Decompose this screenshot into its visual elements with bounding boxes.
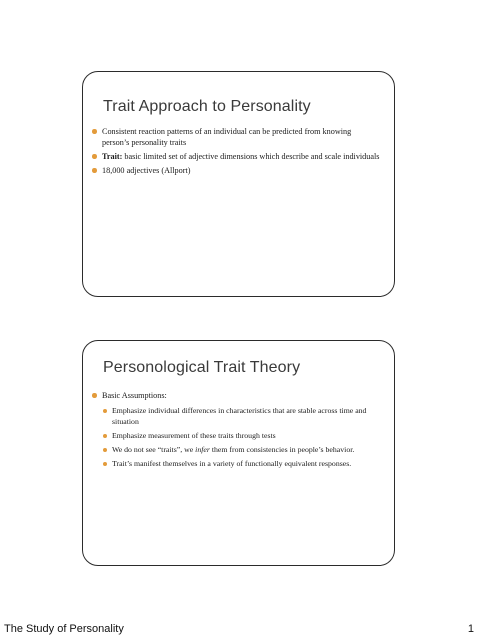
- bullet-item: Consistent reaction patterns of an individual can be predicted from knowing person’s personality traits: [92, 126, 380, 148]
- bullet-item: Trait: basic limited set of adjective dimensions which describe and scale individuals: [92, 151, 380, 162]
- sub-bullet-item: Emphasize measurement of these traits through tests: [102, 430, 380, 441]
- emphasis-text: infer: [195, 445, 210, 454]
- bullet-list: [92, 126, 380, 179]
- slide-title: Trait Approach to Personality: [103, 98, 311, 115]
- sub-bullet-item: We do not see “traits”, we infer them from consistencies in people’s behavior.: [102, 444, 380, 455]
- term-label: Trait:: [102, 152, 123, 161]
- footer-title: The Study of Personality: [4, 623, 124, 635]
- page-number: 1: [467, 623, 474, 635]
- sub-bullet-item: Emphasize individual differences in characteristics that are stable across time and situation: [102, 405, 380, 427]
- slide-2: [82, 340, 395, 566]
- bullet-item: 18,000 adjectives (Allport): [92, 165, 380, 176]
- slide-1: [82, 71, 395, 297]
- bullet-list: [92, 390, 380, 472]
- sub-bullet-item: Trait’s manifest themselves in a variety of functionally equivalent responses.: [102, 458, 380, 469]
- bullet-item: Basic Assumptions: Emphasize individual differences in characteristics that are stable across time and situation Emphasize measurement of these traits through tests We do not see “traits”, we infer them from consistencies in people’s behavior. Trait’s manifest themselves in a variety of functionally equivalent responses.: [92, 390, 380, 469]
- sub-bullet-list: [102, 405, 380, 469]
- slide-title: Personological Trait Theory: [103, 359, 301, 376]
